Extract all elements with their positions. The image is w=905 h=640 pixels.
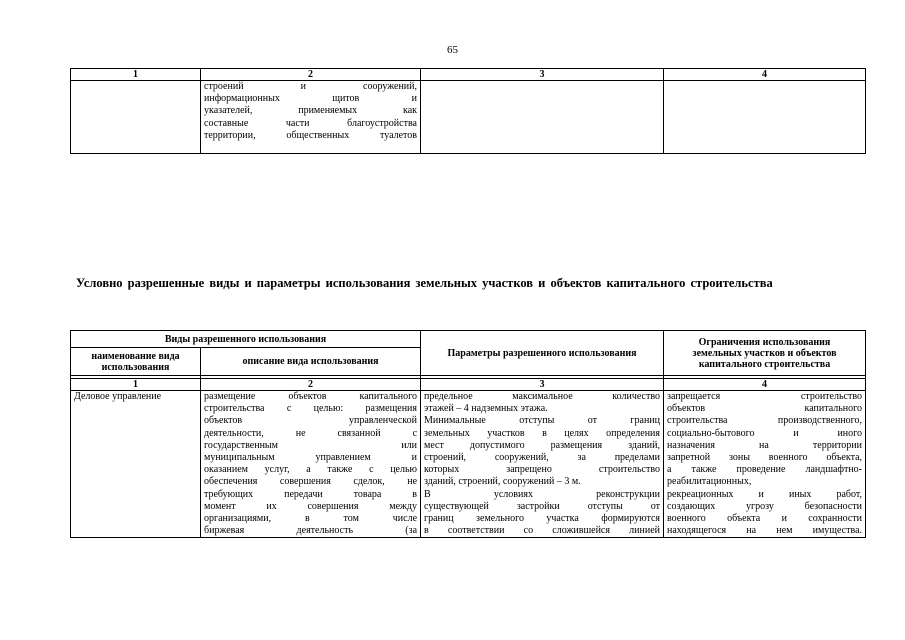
column-number: 1 bbox=[71, 379, 201, 391]
column-number: 1 bbox=[71, 69, 201, 81]
text-line: строительства производственного, bbox=[667, 415, 863, 427]
text-line: а также проведение ландшафтно- bbox=[667, 464, 863, 476]
column-number: 3 bbox=[421, 379, 664, 391]
parameters-cell bbox=[421, 391, 664, 538]
text-line: предельное максимальное количество bbox=[424, 391, 661, 402]
text-line: военного объекта и сохранности bbox=[667, 513, 863, 525]
text-line: составные части благоустройства bbox=[204, 117, 417, 129]
text-line: Минимальные отступы от границ bbox=[424, 415, 661, 427]
text-line: строительства с целью: размещения bbox=[204, 403, 418, 415]
text-line: организациями, в том числе bbox=[204, 513, 418, 525]
text-line: В условиях реконструкции bbox=[424, 488, 661, 500]
text-line: строений и сооружений, bbox=[204, 81, 417, 92]
column-number: 3 bbox=[421, 69, 664, 81]
text-line: назначения на территории bbox=[667, 439, 863, 451]
text-line: момент их совершения между bbox=[204, 500, 418, 512]
top-col3-cell bbox=[421, 81, 664, 154]
usage-name-header: наименование вида использования bbox=[71, 348, 201, 376]
text-line: земельных участков в целях определения bbox=[424, 427, 661, 439]
usage-description-cell bbox=[201, 391, 421, 538]
text-line: указателей, применяемых как bbox=[204, 105, 417, 117]
text-line: биржевая деятельность (за bbox=[204, 525, 418, 537]
text-line: социально-бытового и иного bbox=[667, 427, 863, 439]
text-line: этажей – 4 надземных этажа. bbox=[424, 403, 548, 415]
text-line: размещение объектов капитального bbox=[204, 391, 418, 402]
text-line: обеспечения совершения сделок, не bbox=[204, 476, 418, 488]
text-line: строений, сооружений, за пределами bbox=[424, 452, 661, 464]
column-number: 2 bbox=[201, 69, 421, 81]
usage-description-header: описание вида использования bbox=[201, 348, 421, 376]
text-line: требующих передачи товара в bbox=[204, 488, 418, 500]
column-number: 4 bbox=[664, 379, 866, 391]
table-row bbox=[71, 81, 866, 154]
top-table bbox=[70, 68, 866, 154]
text-line: существующей застройки отступы от bbox=[424, 500, 661, 512]
text-line: государственным или bbox=[204, 439, 418, 451]
text-line: реабилитационных, bbox=[667, 476, 752, 488]
text-line: муниципальным управлением и bbox=[204, 452, 418, 464]
text-line: объектов управленческой bbox=[204, 415, 418, 427]
top-col4-cell bbox=[664, 81, 866, 154]
text-line: зданий, строений, сооружений – 3 м. bbox=[424, 476, 581, 488]
parameters-header: Параметры разрешенного использования bbox=[421, 331, 664, 376]
text-line: территории, общественных туалетов bbox=[204, 129, 417, 141]
restrictions-header bbox=[664, 331, 866, 376]
header-line: земельных участков и объектов bbox=[692, 347, 837, 359]
header-line: Ограничения использования bbox=[698, 336, 831, 348]
text-line: информационных щитов и bbox=[204, 93, 417, 105]
main-table-column-numbers bbox=[71, 379, 866, 391]
usage-types-header: Виды разрешенного использования bbox=[71, 331, 421, 348]
text-line: мест допустимого размещения зданий, bbox=[424, 439, 661, 451]
text-line: деятельности, не связанной с bbox=[204, 427, 418, 439]
text-line: рекреационных и иных работ, bbox=[667, 488, 863, 500]
column-number: 2 bbox=[201, 379, 421, 391]
text-line: которых запрещено строительство bbox=[424, 464, 661, 476]
header-row-1 bbox=[71, 331, 866, 348]
top-table-column-numbers bbox=[71, 69, 866, 81]
text-line: оказанием услуг, а также с целью bbox=[204, 464, 418, 476]
text-line: запретной зоны военного объекта, bbox=[667, 452, 863, 464]
usage-name-cell: Деловое управление bbox=[71, 391, 201, 538]
table-row bbox=[71, 391, 866, 538]
main-table bbox=[70, 330, 866, 538]
text-line: в соответствии со сложившейся линией bbox=[424, 525, 661, 537]
section-title: Условно разрешенные виды и параметры использования земельных участков и объектов капитального строительства bbox=[76, 276, 773, 290]
column-number: 4 bbox=[664, 69, 866, 81]
page-number: 65 bbox=[447, 44, 458, 56]
text-line: запрещается строительство bbox=[667, 391, 863, 402]
header-line: капитального строительства bbox=[698, 358, 831, 370]
text-line: создающих угрозу безопасности bbox=[667, 500, 863, 512]
text-line: границ земельного участка формируются bbox=[424, 513, 661, 525]
text-line: находящегося на нем имущества. bbox=[667, 525, 863, 537]
text-line: объектов капитального bbox=[667, 403, 863, 415]
restrictions-cell bbox=[664, 391, 866, 538]
top-col1-cell bbox=[71, 81, 201, 154]
top-col2-cell bbox=[201, 81, 421, 154]
